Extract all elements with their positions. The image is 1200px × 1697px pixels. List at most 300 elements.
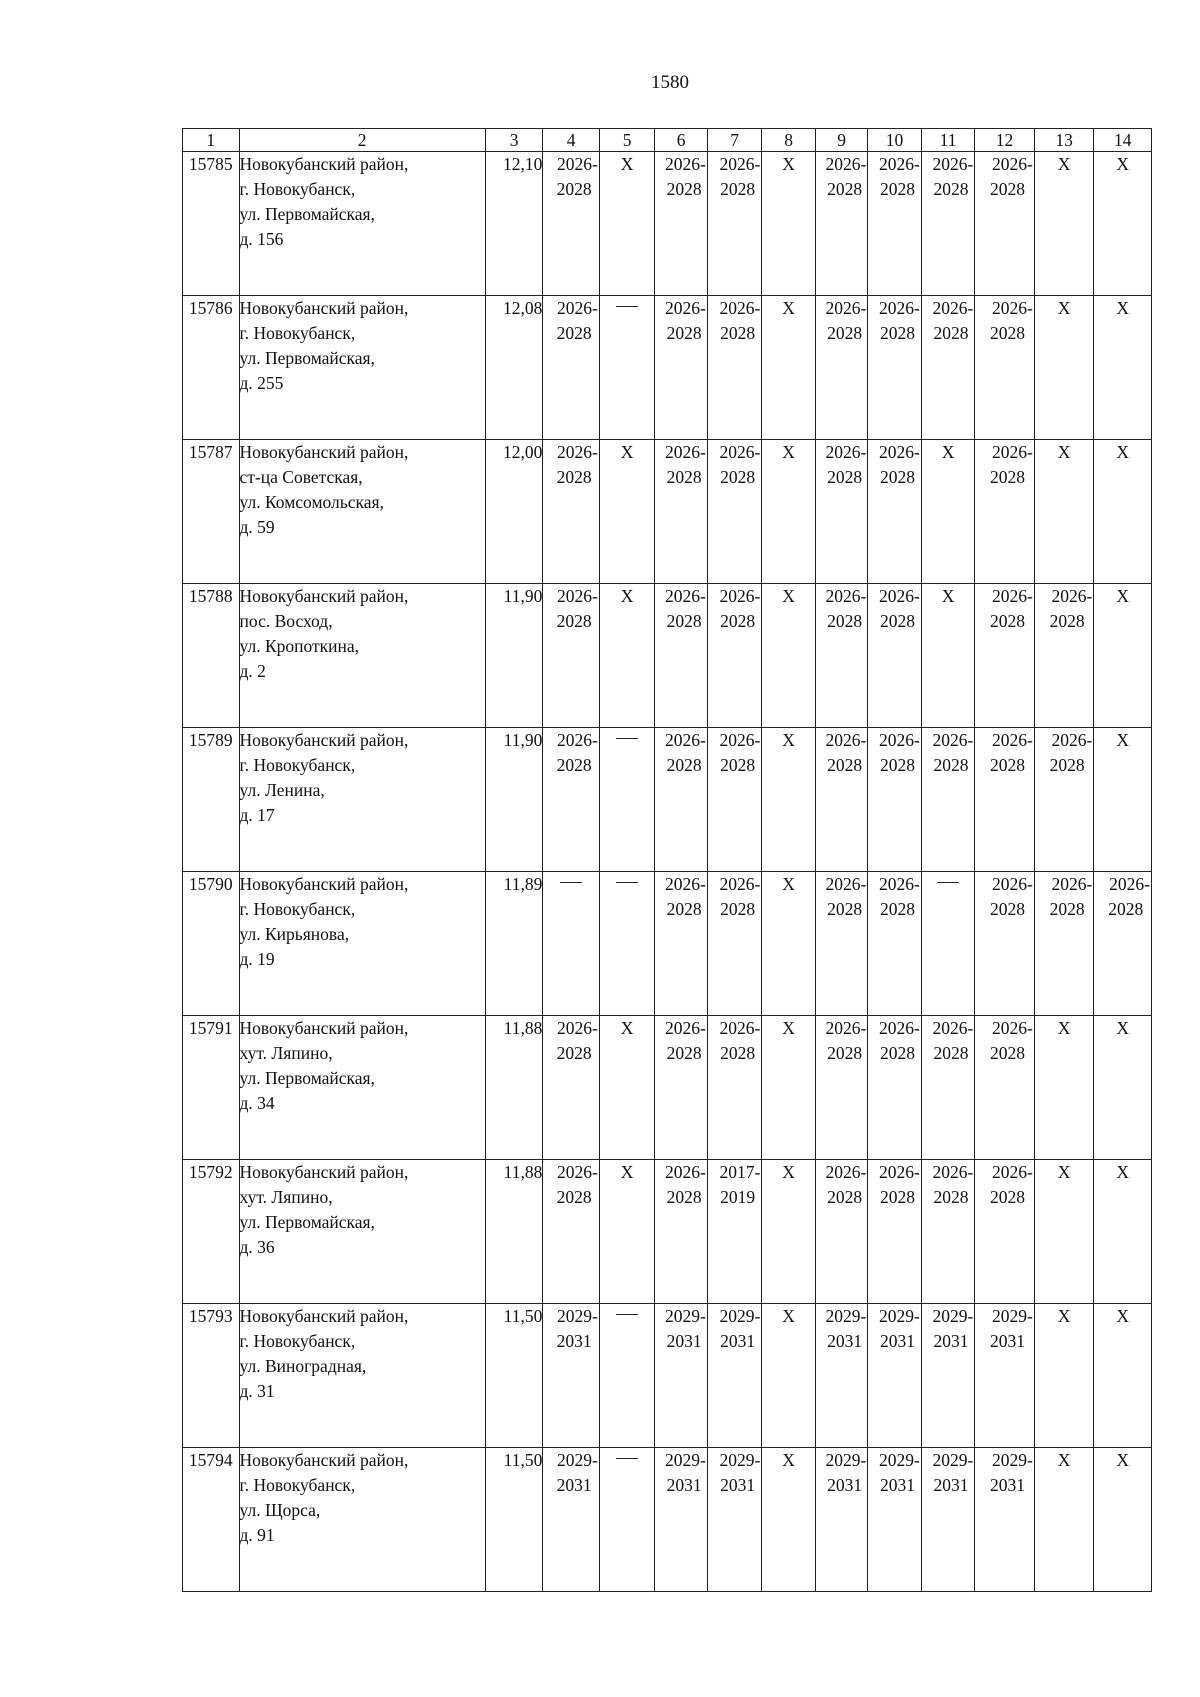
address-line: Новокубанский район, — [239, 442, 409, 462]
period-end: 2028 — [990, 755, 1026, 775]
period-end: 2028 — [827, 1043, 863, 1063]
row-number: 15792 — [183, 1160, 240, 1304]
column-header-6: 6 — [655, 129, 707, 152]
period-start: 2026- — [878, 874, 920, 894]
address-cell — [239, 296, 485, 440]
period-start: 2026- — [719, 1018, 761, 1038]
address-line: Новокубанский район, — [239, 874, 409, 894]
period-start: 2026- — [665, 586, 706, 606]
not-applicable-dash — [921, 872, 974, 1016]
period-cell — [543, 152, 600, 296]
address-line: г. Новокубанск, — [239, 323, 356, 343]
period-end: 2028 — [990, 1187, 1026, 1207]
period-end: 2031 — [556, 1331, 592, 1351]
cross-mark-cell: Х — [762, 728, 815, 872]
period-cell — [815, 296, 867, 440]
area-cell: 11,88 — [485, 1016, 543, 1160]
cross-mark-cell: Х — [921, 584, 974, 728]
dash-mark — [560, 882, 582, 883]
period-end: 2028 — [880, 1043, 916, 1063]
column-header-4: 4 — [543, 129, 600, 152]
period-start: 2026- — [1051, 730, 1093, 750]
address-line: д. 17 — [239, 805, 275, 825]
period-start: 2029- — [992, 1450, 1033, 1470]
period-cell — [543, 440, 600, 584]
period-cell — [975, 584, 1035, 728]
period-start: 2026- — [665, 154, 706, 174]
period-end: 2028 — [556, 611, 592, 631]
period-end: 2028 — [666, 1187, 702, 1207]
cross-mark-cell: Х — [762, 1016, 815, 1160]
period-cell — [655, 584, 707, 728]
period-start: 2026- — [719, 586, 761, 606]
table-row — [183, 1304, 1152, 1448]
period-cell — [707, 296, 762, 440]
period-end: 2028 — [666, 611, 702, 631]
address-line: Новокубанский район, — [239, 730, 409, 750]
period-end: 2028 — [666, 1043, 702, 1063]
cross-mark-cell: Х — [762, 1304, 815, 1448]
address-line: ул. Кропоткина, — [239, 636, 360, 656]
period-end: 2028 — [933, 179, 969, 199]
column-number-row — [183, 129, 1152, 152]
period-start: 2026- — [825, 586, 867, 606]
area-cell: 11,50 — [485, 1304, 543, 1448]
period-start: 2026- — [992, 586, 1033, 606]
period-cell — [921, 1304, 974, 1448]
period-end: 2028 — [720, 1043, 756, 1063]
dash-mark — [616, 306, 638, 307]
period-start: 2029- — [665, 1450, 706, 1470]
period-start: 2029- — [557, 1450, 598, 1470]
period-cell — [921, 152, 974, 296]
period-cell — [868, 728, 921, 872]
period-cell — [868, 1160, 921, 1304]
address-cell — [239, 1016, 485, 1160]
period-end: 2028 — [827, 899, 863, 919]
address-cell — [239, 584, 485, 728]
table-row — [183, 728, 1152, 872]
period-cell — [707, 1304, 762, 1448]
cross-mark-cell: Х — [599, 584, 655, 728]
period-cell — [543, 1160, 600, 1304]
table-row — [183, 296, 1152, 440]
cross-mark-cell: Х — [921, 440, 974, 584]
period-end: 2031 — [880, 1475, 916, 1495]
period-cell — [921, 296, 974, 440]
column-header-14: 14 — [1094, 129, 1152, 152]
period-cell — [868, 296, 921, 440]
address-line: г. Новокубанск, — [239, 1331, 356, 1351]
column-header-10: 10 — [868, 129, 921, 152]
column-header-9: 9 — [815, 129, 867, 152]
table-row — [183, 440, 1152, 584]
period-cell — [815, 584, 867, 728]
period-cell — [868, 1016, 921, 1160]
period-start: 2026- — [719, 298, 761, 318]
period-end: 2028 — [990, 323, 1026, 343]
period-start: 2026- — [825, 154, 867, 174]
period-cell — [655, 1160, 707, 1304]
area-cell: 12,00 — [485, 440, 543, 584]
address-line: д. 156 — [239, 229, 284, 249]
address-line: Новокубанский район, — [239, 1306, 409, 1326]
period-start: 2026- — [932, 298, 974, 318]
table-row — [183, 1160, 1152, 1304]
period-cell — [975, 1448, 1035, 1592]
address-line: Новокубанский район, — [239, 1162, 409, 1182]
period-start: 2026- — [557, 730, 598, 750]
cross-mark-cell: Х — [599, 1160, 655, 1304]
period-end: 2028 — [1049, 611, 1085, 631]
period-start: 2026- — [1051, 586, 1093, 606]
address-line: ст-ца Советская, — [239, 467, 363, 487]
period-cell — [655, 440, 707, 584]
period-start: 2026- — [665, 1018, 706, 1038]
period-cell — [543, 1016, 600, 1160]
period-start: 2026- — [825, 1018, 867, 1038]
period-cell — [815, 1160, 867, 1304]
cross-mark-cell: Х — [1034, 1016, 1094, 1160]
period-end: 2028 — [720, 323, 756, 343]
period-end: 2031 — [933, 1331, 969, 1351]
period-cell — [868, 1304, 921, 1448]
column-header-11: 11 — [921, 129, 974, 152]
period-start: 2026- — [557, 298, 598, 318]
period-cell — [543, 296, 600, 440]
address-line: ул. Первомайская, — [239, 1212, 375, 1232]
area-cell: 12,10 — [485, 152, 543, 296]
cross-mark-cell: Х — [1094, 1304, 1152, 1448]
period-start: 2026- — [932, 154, 974, 174]
period-end: 2028 — [666, 899, 702, 919]
period-start: 2026- — [1051, 874, 1093, 894]
period-start: 2029- — [825, 1450, 867, 1470]
period-start: 2026- — [665, 1162, 706, 1182]
address-line: г. Новокубанск, — [239, 899, 356, 919]
address-cell — [239, 1448, 485, 1592]
address-line: ул. Ленина, — [239, 780, 325, 800]
area-cell: 11,90 — [485, 584, 543, 728]
address-line: Новокубанский район, — [239, 1018, 409, 1038]
period-start: 2026- — [992, 298, 1033, 318]
column-header-13: 13 — [1034, 129, 1094, 152]
row-number: 15794 — [183, 1448, 240, 1592]
cross-mark-cell: Х — [1034, 1160, 1094, 1304]
table-row — [183, 872, 1152, 1016]
period-end: 2028 — [827, 755, 863, 775]
cross-mark-cell: Х — [599, 440, 655, 584]
period-start: 2026- — [557, 1162, 598, 1182]
period-start: 2029- — [557, 1306, 598, 1326]
period-end: 2028 — [990, 899, 1026, 919]
period-end: 2031 — [990, 1331, 1026, 1351]
period-end: 2031 — [720, 1475, 756, 1495]
cross-mark-cell: Х — [762, 440, 815, 584]
period-start: 2026- — [992, 730, 1033, 750]
period-end: 2028 — [827, 179, 863, 199]
address-line: д. 36 — [239, 1237, 275, 1257]
area-cell: 11,50 — [485, 1448, 543, 1592]
period-cell — [815, 440, 867, 584]
cross-mark-cell: Х — [762, 152, 815, 296]
period-start: 2029- — [992, 1306, 1033, 1326]
period-end: 2028 — [880, 467, 916, 487]
table-row — [183, 584, 1152, 728]
period-cell — [543, 1448, 600, 1592]
period-start: 2026- — [878, 298, 920, 318]
period-cell — [655, 152, 707, 296]
period-cell — [707, 440, 762, 584]
cross-mark-cell: Х — [1094, 584, 1152, 728]
column-header-2: 2 — [239, 129, 485, 152]
period-end: 2028 — [556, 1187, 592, 1207]
period-end: 2028 — [880, 1187, 916, 1207]
address-cell — [239, 1304, 485, 1448]
period-end: 2028 — [880, 611, 916, 631]
address-cell — [239, 872, 485, 1016]
period-start: 2029- — [825, 1306, 867, 1326]
period-cell — [975, 296, 1035, 440]
period-start: 2026- — [557, 154, 598, 174]
period-start: 2026- — [878, 1162, 920, 1182]
period-start: 2026- — [825, 442, 867, 462]
period-end: 2031 — [720, 1331, 756, 1351]
period-cell — [655, 1304, 707, 1448]
cross-mark-cell: Х — [1034, 152, 1094, 296]
address-line: д. 59 — [239, 517, 275, 537]
cross-mark-cell: Х — [1094, 152, 1152, 296]
area-cell: 11,90 — [485, 728, 543, 872]
period-cell — [868, 1448, 921, 1592]
address-line: г. Новокубанск, — [239, 1475, 356, 1495]
cross-mark-cell: Х — [599, 1016, 655, 1160]
cross-mark-cell: Х — [1034, 1448, 1094, 1592]
period-cell — [655, 1016, 707, 1160]
address-line: ул. Первомайская, — [239, 1068, 375, 1088]
cross-mark-cell: Х — [1034, 1304, 1094, 1448]
row-number: 15790 — [183, 872, 240, 1016]
period-start: 2026- — [825, 1162, 867, 1182]
period-start: 2026- — [878, 442, 920, 462]
period-end: 2028 — [990, 467, 1026, 487]
period-start: 2026- — [1109, 874, 1150, 894]
period-end: 2028 — [1049, 755, 1085, 775]
period-end: 2028 — [720, 611, 756, 631]
period-start: 2026- — [992, 874, 1033, 894]
period-end: 2019 — [720, 1187, 756, 1207]
period-cell — [1034, 584, 1094, 728]
cross-mark-cell: Х — [762, 872, 815, 1016]
period-end: 2028 — [880, 755, 916, 775]
period-end: 2031 — [666, 1331, 702, 1351]
period-cell — [707, 1160, 762, 1304]
address-line: д. 91 — [239, 1525, 275, 1545]
address-line: ул. Виноградная, — [239, 1356, 367, 1376]
period-cell — [975, 872, 1035, 1016]
period-cell — [815, 1448, 867, 1592]
cross-mark-cell: Х — [762, 296, 815, 440]
not-applicable-dash — [543, 872, 600, 1016]
period-start: 2026- — [932, 1162, 974, 1182]
period-cell — [975, 728, 1035, 872]
period-cell — [815, 152, 867, 296]
period-cell — [815, 1016, 867, 1160]
address-line: д. 2 — [239, 661, 266, 681]
period-cell — [543, 1304, 600, 1448]
cross-mark-cell: Х — [1094, 1160, 1152, 1304]
address-line: ул. Первомайская, — [239, 348, 375, 368]
area-cell: 12,08 — [485, 296, 543, 440]
period-start: 2026- — [992, 1018, 1033, 1038]
period-cell — [1094, 872, 1152, 1016]
period-end: 2028 — [990, 1043, 1026, 1063]
cross-mark-cell: Х — [1034, 296, 1094, 440]
period-cell — [921, 1448, 974, 1592]
period-start: 2026- — [665, 874, 706, 894]
period-cell — [921, 1160, 974, 1304]
address-line: хут. Ляпино, — [239, 1187, 333, 1207]
period-start: 2026- — [878, 586, 920, 606]
register-table — [182, 128, 1152, 1592]
period-cell — [921, 1016, 974, 1160]
period-start: 2026- — [719, 874, 761, 894]
period-cell — [921, 728, 974, 872]
period-cell — [543, 728, 600, 872]
period-start: 2026- — [557, 1018, 598, 1038]
period-start: 2026- — [719, 442, 761, 462]
cross-mark-cell: Х — [762, 1160, 815, 1304]
period-cell — [707, 728, 762, 872]
column-header-3: 3 — [485, 129, 543, 152]
period-start: 2026- — [665, 730, 706, 750]
period-end: 2028 — [880, 323, 916, 343]
row-number: 15785 — [183, 152, 240, 296]
address-line: пос. Восход, — [239, 611, 333, 631]
period-end: 2028 — [933, 323, 969, 343]
period-cell — [975, 152, 1035, 296]
period-cell — [1034, 872, 1094, 1016]
period-cell — [868, 152, 921, 296]
period-end: 2031 — [827, 1331, 863, 1351]
period-cell — [655, 1448, 707, 1592]
period-cell — [543, 584, 600, 728]
period-end: 2028 — [880, 899, 916, 919]
not-applicable-dash — [599, 1304, 655, 1448]
period-end: 2028 — [827, 1187, 863, 1207]
period-start: 2029- — [719, 1450, 761, 1470]
period-cell — [868, 440, 921, 584]
column-header-8: 8 — [762, 129, 815, 152]
period-start: 2026- — [878, 1018, 920, 1038]
period-end: 2031 — [666, 1475, 702, 1495]
row-number: 15786 — [183, 296, 240, 440]
page-number: 1580 — [651, 72, 689, 93]
cross-mark-cell: Х — [1094, 1448, 1152, 1592]
period-end: 2028 — [720, 179, 756, 199]
period-end: 2028 — [720, 467, 756, 487]
period-cell — [707, 1016, 762, 1160]
period-start: 2026- — [992, 1162, 1033, 1182]
period-start: 2026- — [932, 1018, 974, 1038]
dash-mark — [616, 1458, 638, 1459]
address-cell — [239, 728, 485, 872]
not-applicable-dash — [599, 1448, 655, 1592]
period-cell — [815, 1304, 867, 1448]
area-cell: 11,89 — [485, 872, 543, 1016]
period-start: 2026- — [665, 442, 706, 462]
period-end: 2031 — [880, 1331, 916, 1351]
cross-mark-cell: Х — [1094, 440, 1152, 584]
period-start: 2029- — [665, 1306, 706, 1326]
address-line: ул. Кирьянова, — [239, 924, 350, 944]
period-cell — [868, 872, 921, 1016]
row-number: 15793 — [183, 1304, 240, 1448]
not-applicable-dash — [599, 296, 655, 440]
period-start: 2026- — [992, 442, 1033, 462]
period-end: 2031 — [990, 1475, 1026, 1495]
address-line: д. 34 — [239, 1093, 275, 1113]
period-cell — [815, 728, 867, 872]
dash-mark — [616, 882, 638, 883]
address-line: г. Новокубанск, — [239, 755, 356, 775]
period-end: 2028 — [933, 1043, 969, 1063]
period-start: 2017- — [719, 1162, 761, 1182]
row-number: 15788 — [183, 584, 240, 728]
period-end: 2028 — [556, 323, 592, 343]
address-line: г. Новокубанск, — [239, 179, 356, 199]
period-start: 2029- — [932, 1450, 974, 1470]
address-cell — [239, 440, 485, 584]
period-cell — [975, 1160, 1035, 1304]
period-start: 2026- — [719, 154, 761, 174]
period-end: 2028 — [556, 755, 592, 775]
period-cell — [975, 440, 1035, 584]
period-end: 2031 — [933, 1475, 969, 1495]
column-header-1: 1 — [183, 129, 240, 152]
period-start: 2026- — [557, 586, 598, 606]
column-header-12: 12 — [975, 129, 1035, 152]
period-start: 2026- — [878, 730, 920, 750]
period-cell — [707, 584, 762, 728]
period-start: 2026- — [992, 154, 1033, 174]
area-cell: 11,88 — [485, 1160, 543, 1304]
cross-mark-cell: Х — [1094, 1016, 1152, 1160]
period-start: 2026- — [878, 154, 920, 174]
address-cell — [239, 152, 485, 296]
cross-mark-cell: Х — [762, 1448, 815, 1592]
period-end: 2028 — [1108, 899, 1144, 919]
period-start: 2029- — [878, 1306, 920, 1326]
period-start: 2029- — [719, 1306, 761, 1326]
period-start: 2026- — [825, 874, 867, 894]
address-line: ул. Первомайская, — [239, 204, 375, 224]
table-row — [183, 1016, 1152, 1160]
period-cell — [707, 872, 762, 1016]
period-end: 2028 — [827, 323, 863, 343]
address-line: д. 255 — [239, 373, 284, 393]
cross-mark-cell: Х — [1034, 440, 1094, 584]
period-end: 2028 — [666, 179, 702, 199]
period-cell — [707, 1448, 762, 1592]
period-end: 2028 — [666, 323, 702, 343]
cross-mark-cell: Х — [599, 152, 655, 296]
period-end: 2028 — [990, 611, 1026, 631]
address-line: ул. Комсомольская, — [239, 492, 384, 512]
row-number: 15791 — [183, 1016, 240, 1160]
period-cell — [815, 872, 867, 1016]
period-cell — [655, 728, 707, 872]
